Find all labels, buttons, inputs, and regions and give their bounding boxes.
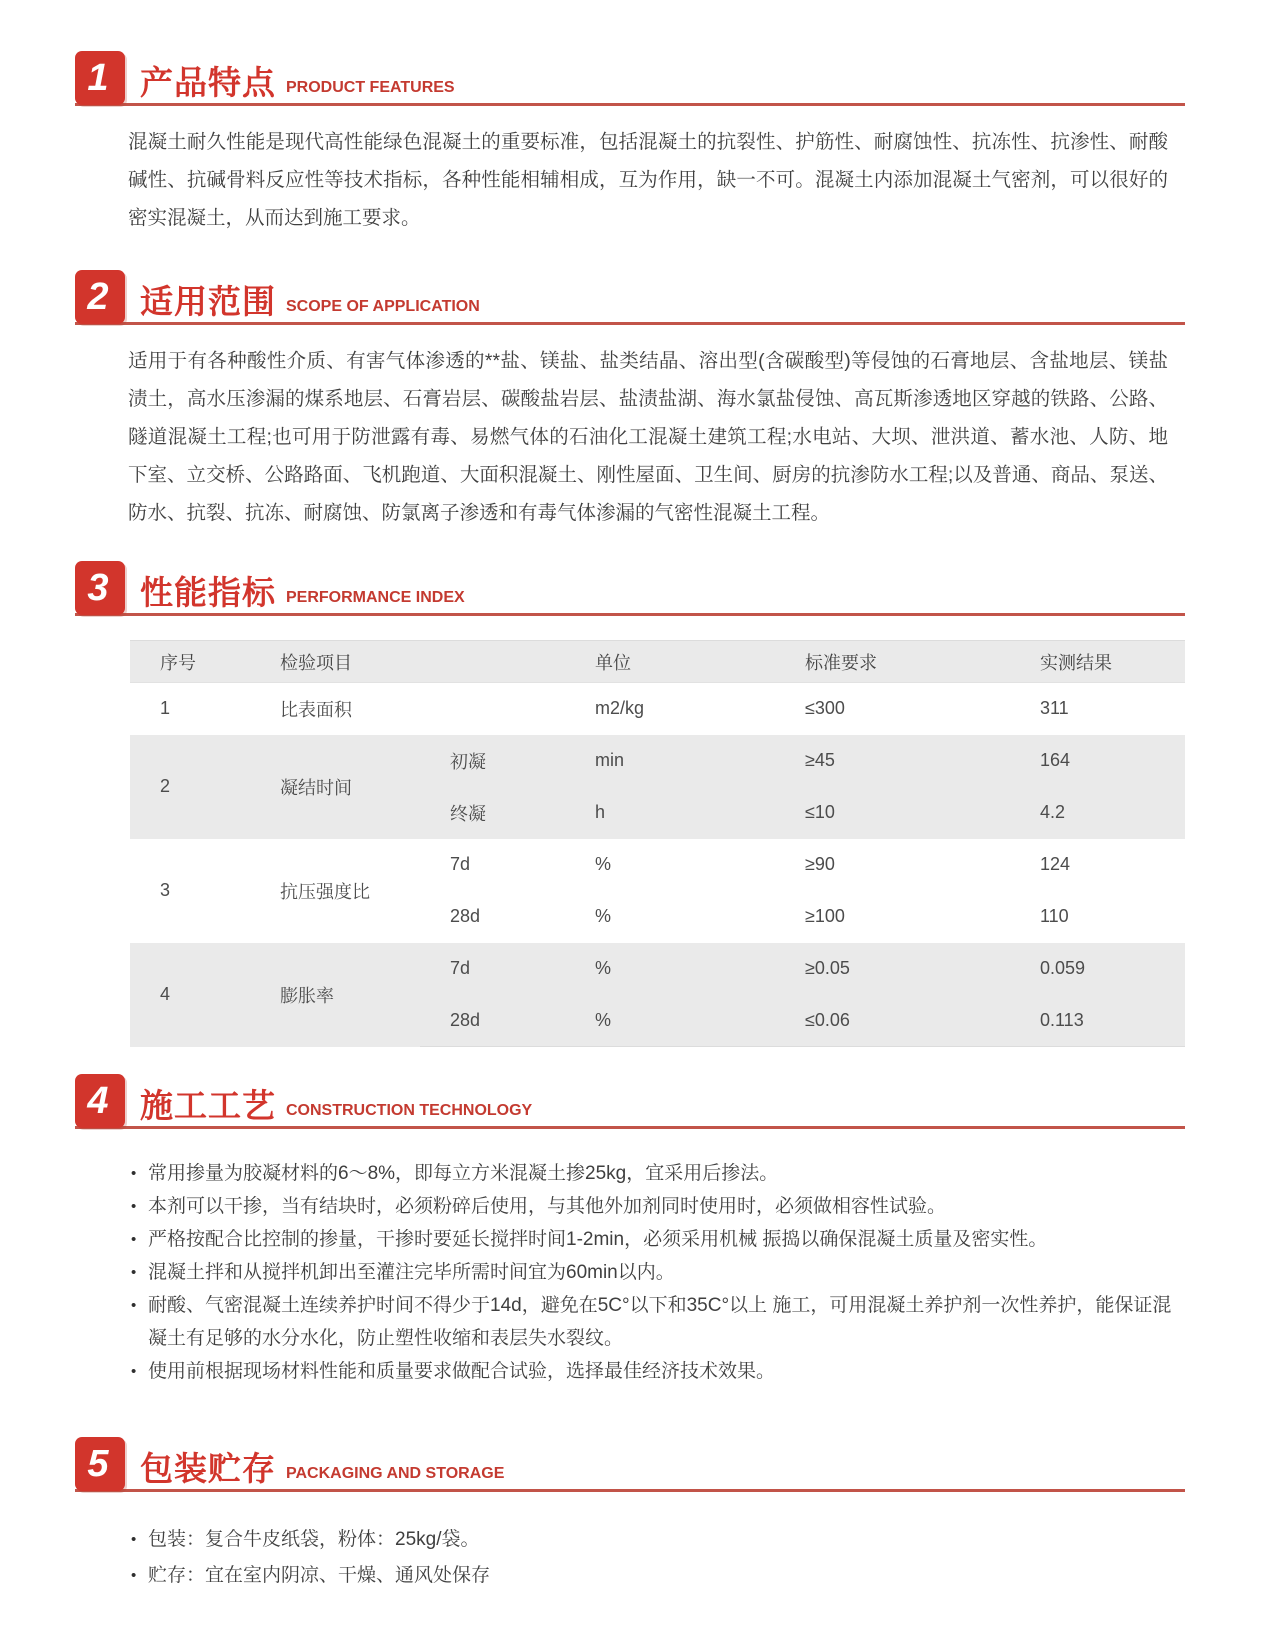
- bullet-text: 耐酸、气密混凝土连续养护时间不得少于14d，避免在5C°以下和35C°以上 施工，可用混凝土养护剂一次性养护，能保证混凝土有足够的水分水化，防止塑性收缩和表层失水裂纹。: [148, 1295, 1172, 1349]
- col-header-item: 检验项目: [250, 641, 565, 683]
- bullet-text: 常用掺量为胶凝材料的6～8%，即每立方米混凝土掺25kg，宜采用后掺法。: [148, 1163, 779, 1184]
- table-row: [130, 839, 1185, 891]
- cell-standard: ≤300: [805, 698, 845, 719]
- section-number-badge: [75, 1074, 125, 1128]
- cell-sub: 28d: [450, 906, 481, 926]
- cell-item: 抗压强度比: [280, 881, 370, 902]
- packaging-bullet-list: [130, 1522, 1175, 1594]
- section-number: 3: [87, 566, 109, 609]
- cell-standard: ≤0.06: [775, 995, 1010, 1047]
- bullet-item: [130, 1558, 1175, 1594]
- section-title-zh: 性能指标: [140, 574, 276, 611]
- section-title-zh: 施工工艺: [140, 1087, 276, 1124]
- cell-unit: %: [565, 995, 775, 1047]
- bullet-dot-icon: •: [131, 1567, 137, 1584]
- section-construction-technology: [75, 1073, 1185, 1388]
- section-number: 1: [87, 56, 109, 99]
- section-number: 5: [87, 1442, 109, 1485]
- construction-bullet-list: [130, 1157, 1175, 1388]
- bullet-dot-icon: •: [131, 1231, 137, 1248]
- bullet-dot-icon: •: [131, 1531, 137, 1548]
- section-header: [75, 1073, 1185, 1129]
- section-performance-index: [75, 560, 1185, 1047]
- bullet-item: [130, 1256, 1175, 1289]
- bullet-text: 贮存：宜在室内阴凉、干燥、通风处保存: [148, 1565, 491, 1586]
- cell-no: 1: [160, 698, 171, 719]
- section-title-en: SCOPE OF APPLICATION: [286, 298, 480, 315]
- cell-standard: ≥90: [805, 854, 835, 874]
- cell-standard: ≥0.05: [775, 943, 1010, 995]
- cell-result: 164: [1010, 735, 1185, 787]
- section-packaging-storage: [75, 1436, 1185, 1594]
- section-number-badge: [75, 51, 125, 105]
- section-number-badge: [75, 561, 125, 615]
- section-title-en: PERFORMANCE INDEX: [286, 589, 465, 606]
- section-title-zh: 包装贮存: [140, 1450, 276, 1487]
- bullet-text: 混凝土拌和从搅拌机卸出至灌注完毕所需时间宜为60min以内。: [148, 1262, 675, 1283]
- bullet-item: [130, 1190, 1175, 1223]
- cell-no: 4: [130, 943, 250, 1047]
- cell-result: 311: [1040, 698, 1069, 719]
- section-title-en: PRODUCT FEATURES: [286, 79, 455, 96]
- cell-item: 比表面积: [280, 699, 352, 720]
- cell-no: 2: [130, 735, 250, 839]
- bullet-text: 本剂可以干掺，当有结块时，必须粉碎后使用，与其他外加剂同时使用时，必须做相容性试验。: [148, 1196, 947, 1217]
- cell-standard: ≥45: [775, 735, 1010, 787]
- section-number-badge: [75, 1437, 125, 1491]
- bullet-dot-icon: •: [131, 1165, 137, 1182]
- col-header-standard: 标准要求: [775, 641, 1010, 683]
- cell-unit: %: [595, 854, 612, 874]
- table-header-row: [130, 641, 1185, 683]
- cell-result: 0.113: [1010, 995, 1185, 1047]
- bullet-item: [130, 1355, 1175, 1388]
- section-title-zh: 产品特点: [140, 64, 276, 101]
- cell-sub: [420, 683, 565, 735]
- cell-unit: %: [565, 943, 775, 995]
- cell-sub: 7d: [450, 854, 471, 874]
- section-number: 2: [87, 275, 109, 318]
- col-header-unit: 单位: [565, 641, 775, 683]
- bullet-text: 严格按配合比控制的掺量，干掺时要延长搅拌时间1-2min，必须采用机械 振捣以确保混凝土质量及密实性。: [148, 1229, 1048, 1250]
- table-row: [130, 735, 1185, 787]
- cell-standard: ≥100: [805, 906, 845, 926]
- cell-result: 0.059: [1010, 943, 1185, 995]
- bullet-text: 使用前根据现场材料性能和质量要求做配合试验，选择最佳经济技术效果。: [148, 1361, 776, 1382]
- bullet-item: [130, 1223, 1175, 1256]
- table-row: [130, 943, 1185, 995]
- bullet-item: [130, 1157, 1175, 1190]
- cell-sub: 28d: [420, 995, 565, 1047]
- cell-unit: min: [565, 735, 775, 787]
- section-paragraph: 适用于有各种酸性介质、有害气体渗透的**盐、镁盐、盐类结晶、溶出型(含碳酸型)等侵蚀的石膏地层、含盐地层、镁盐渍土，高水压渗漏的煤系地层、石膏岩层、碳酸盐岩层、盐渍盐湖、海水氯盐侵蚀、高瓦斯渗透地区穿越的铁路、公路、隧道混凝土工程;也可用于防泄露有毒、易燃气体的石油化工混凝土建筑工程;水电站、大坝、泄洪道、蓄水池、人防、地下室、立交桥、公路路面、飞机跑道、大面积混凝土、刚性屋面、卫生间、厨房的抗渗防水工程;以及普通、商品、泵送、防水、抗裂、抗冻、耐腐蚀、防氯离子渗透和有毒气体渗漏的气密性混凝土工程。: [128, 350, 1168, 524]
- bullet-dot-icon: •: [131, 1264, 137, 1281]
- section-product-features: [75, 50, 1185, 237]
- section-scope-of-application: [75, 269, 1185, 532]
- cell-result: 110: [1040, 906, 1069, 926]
- bullet-item: [130, 1289, 1175, 1355]
- bullet-dot-icon: •: [131, 1297, 137, 1314]
- cell-result: 124: [1040, 854, 1071, 874]
- col-header-no: 序号: [130, 641, 250, 683]
- bullet-dot-icon: •: [131, 1198, 137, 1215]
- cell-unit: h: [565, 787, 775, 839]
- bullet-item: [130, 1522, 1175, 1558]
- cell-sub: 初凝: [420, 735, 565, 787]
- section-paragraph: 混凝土耐久性能是现代高性能绿色混凝土的重要标准，包括混凝土的抗裂性、护筋性、耐腐蚀性、抗冻性、抗渗性、耐酸碱性、抗碱骨料反应性等技术指标，各种性能相辅相成，互为作用，缺一不可。混凝土内添加混凝土气密剂，可以很好的密实混凝土，从而达到施工要求。: [128, 131, 1168, 229]
- section-title-en: CONSTRUCTION TECHNOLOGY: [286, 1102, 533, 1119]
- cell-no: 3: [160, 880, 171, 900]
- cell-unit: m2/kg: [595, 698, 645, 719]
- table-row: [130, 683, 1185, 735]
- section-title-zh: 适用范围: [140, 283, 276, 320]
- bullet-dot-icon: •: [131, 1363, 137, 1380]
- performance-table: [130, 640, 1185, 1047]
- cell-standard: ≤10: [775, 787, 1010, 839]
- section-number: 4: [87, 1079, 109, 1122]
- col-header-result: 实测结果: [1010, 641, 1185, 683]
- section-header: [75, 50, 1185, 106]
- bullet-text: 包装：复合牛皮纸袋，粉体：25kg/袋。: [148, 1529, 480, 1550]
- cell-sub: 7d: [420, 943, 565, 995]
- section-header: [75, 560, 1185, 616]
- section-number-badge: [75, 270, 125, 324]
- cell-item: 凝结时间: [250, 735, 420, 839]
- cell-result: 4.2: [1010, 787, 1185, 839]
- cell-unit: %: [595, 906, 612, 926]
- cell-item: 膨胀率: [250, 943, 420, 1047]
- section-header: [75, 269, 1185, 325]
- section-title-en: PACKAGING AND STORAGE: [286, 1465, 505, 1482]
- cell-sub: 终凝: [420, 787, 565, 839]
